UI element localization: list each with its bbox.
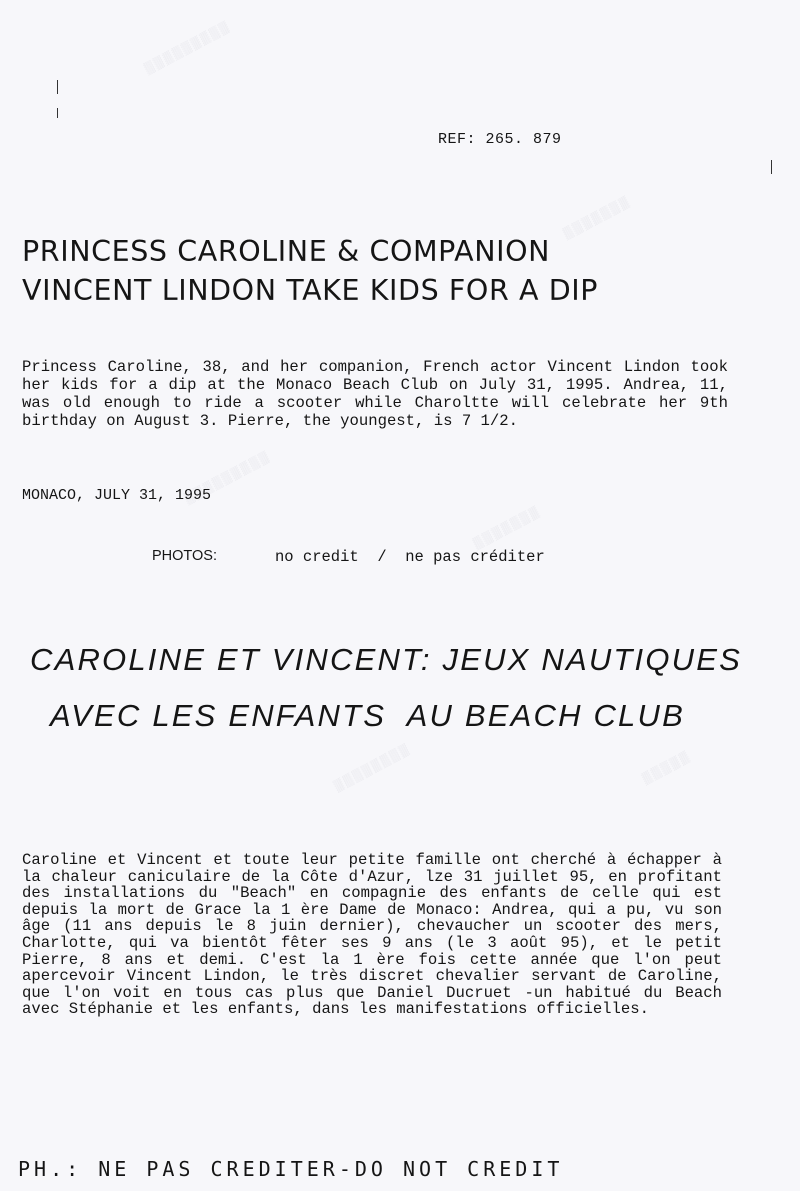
english-caption: Princess Caroline, 38, and her companion, French actor Vincent Lindon took her kids for a dip at the Monaco Beach Club on July 31, 1995. Andrea, 11, was old enough to ride a scooter while Charoltte will celebrate her 9th birthday on August 3. Pierre, the youngest, is 7 1/2. — [22, 358, 728, 430]
photos-label: PHOTOS: — [152, 548, 217, 564]
dateline: MONACO, JULY 31, 1995 — [22, 487, 212, 504]
paper-watermark: ▒▒▒▒▒▒▒▒▒ — [182, 448, 273, 506]
paper-watermark: ▒▒▒▒▒▒▒▒ — [331, 741, 413, 793]
registration-mark — [771, 160, 772, 174]
registration-mark — [57, 80, 58, 94]
french-title — [30, 632, 780, 744]
paper-watermark: ▒▒▒▒▒▒▒▒▒ — [142, 18, 233, 76]
registration-mark — [57, 108, 58, 118]
french-caption: Caroline et Vincent et toute leur petite famille ont cherché à échapper à la chaleur caniculaire de la Côte d'Azur, lze 31 juillet 95, en profitant des installations du "Beach" en compagnie des enfants de celle qui est depuis la mort de Grace la 1 ère Dame de Monaco: Andrea, qui a pu, vu son âge (11 ans depuis le 8 juin dernier), chevaucher un scooter des mers, Charlotte, qui va bientôt fêter ses 9 ans (le 3 août 95), et le petit Pierre, 8 ans et demi. C'est la 1 ère fois cette année que l'on peut apercevoir Vincent Lindon, le très discret chevalier servant de Caroline, que l'on voit en tous cas plus que Daniel Ducruet -un habitué du Beach avec Stéphanie et les enfants, dans les manifestations officielles. — [22, 851, 722, 1019]
headline-line-2: VINCENT LINDON TAKE KIDS FOR A DIP — [22, 274, 599, 307]
french-title-line-1: CAROLINE ET VINCENT: JEUX NAUTIQUES — [30, 642, 743, 677]
paper-watermark: ▒▒▒▒▒▒▒ — [561, 193, 633, 241]
headline — [22, 232, 782, 310]
paper-watermark: ▒▒▒▒▒ — [639, 748, 693, 786]
credit-footer: PH.: NE PAS CREDITER-DO NOT CREDIT — [18, 1157, 564, 1181]
french-title-line-2: AVEC LES ENFANTS AU BEACH CLUB — [50, 698, 685, 733]
paper-watermark: ▒▒▒▒▒▒▒ — [471, 503, 543, 551]
photos-credit: no credit / ne pas créditer — [275, 548, 545, 566]
headline-line-1: PRINCESS CAROLINE & COMPANION — [22, 235, 551, 268]
reference-number: REF: 265. 879 — [438, 131, 562, 148]
